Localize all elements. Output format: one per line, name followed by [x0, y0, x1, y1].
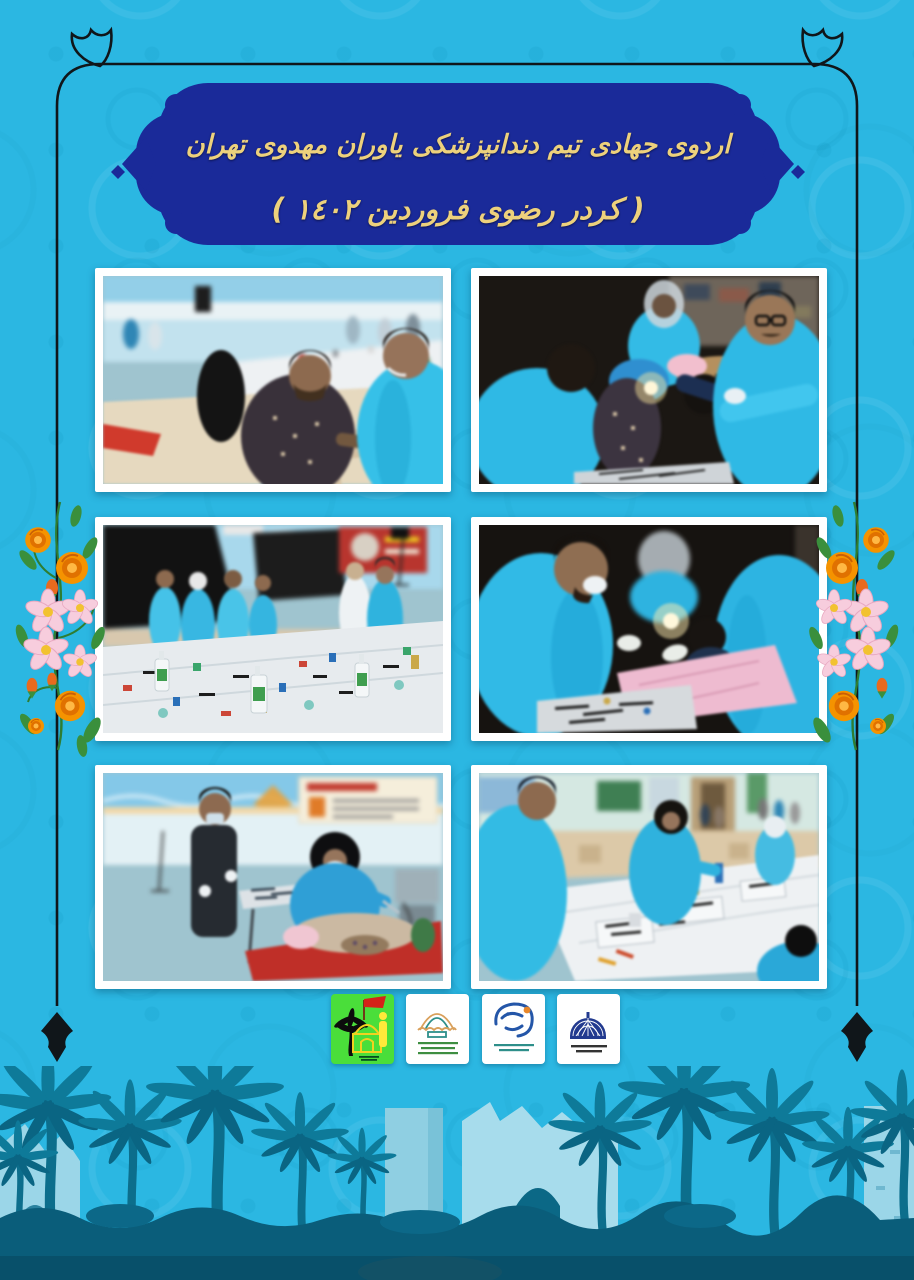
corner-leaf-icon	[803, 30, 843, 66]
photo-illustration-field-clinic	[103, 773, 443, 981]
photo-card-2	[471, 268, 827, 492]
floral-border-left	[8, 488, 112, 760]
photo-illustration-sterilization-tables	[103, 525, 443, 733]
palm-landscape	[0, 1066, 914, 1280]
floral-border-right	[802, 488, 906, 760]
standing-figure-icon	[379, 1012, 387, 1047]
photo-card-1	[95, 268, 451, 492]
logo-navy-dome	[557, 994, 620, 1064]
poster-title-line1: اردوی جهادی تیم دندانپزشکی یاوران مهدوی تهران	[185, 130, 731, 160]
photo-card-4	[471, 517, 827, 741]
title-banner	[116, 74, 800, 254]
logo-mosque-lineart	[406, 994, 469, 1064]
geometric-dome-icon	[570, 1012, 606, 1039]
corner-leaf-icon	[72, 30, 112, 66]
poster-title-line2: ( کردر رضوی فروردین ١٤٠٢ )	[271, 192, 645, 226]
mosque-arch-icon	[418, 1014, 456, 1037]
photo-illustration-procedure-closeup	[479, 525, 819, 733]
banner-cartouche	[116, 74, 800, 254]
photo-card-6	[471, 765, 827, 989]
photo-illustration-treatment-group	[479, 276, 819, 484]
calligraphy-accent-dot	[524, 1007, 531, 1014]
logo-ahestan-calligraphy	[482, 994, 545, 1064]
photo-illustration-instrument-table	[479, 773, 819, 981]
photo-illustration-hall-consultation	[103, 276, 443, 484]
logo-green-palm-shrine	[331, 994, 394, 1064]
photo-card-5	[95, 765, 451, 989]
photo-card-3	[95, 517, 451, 741]
